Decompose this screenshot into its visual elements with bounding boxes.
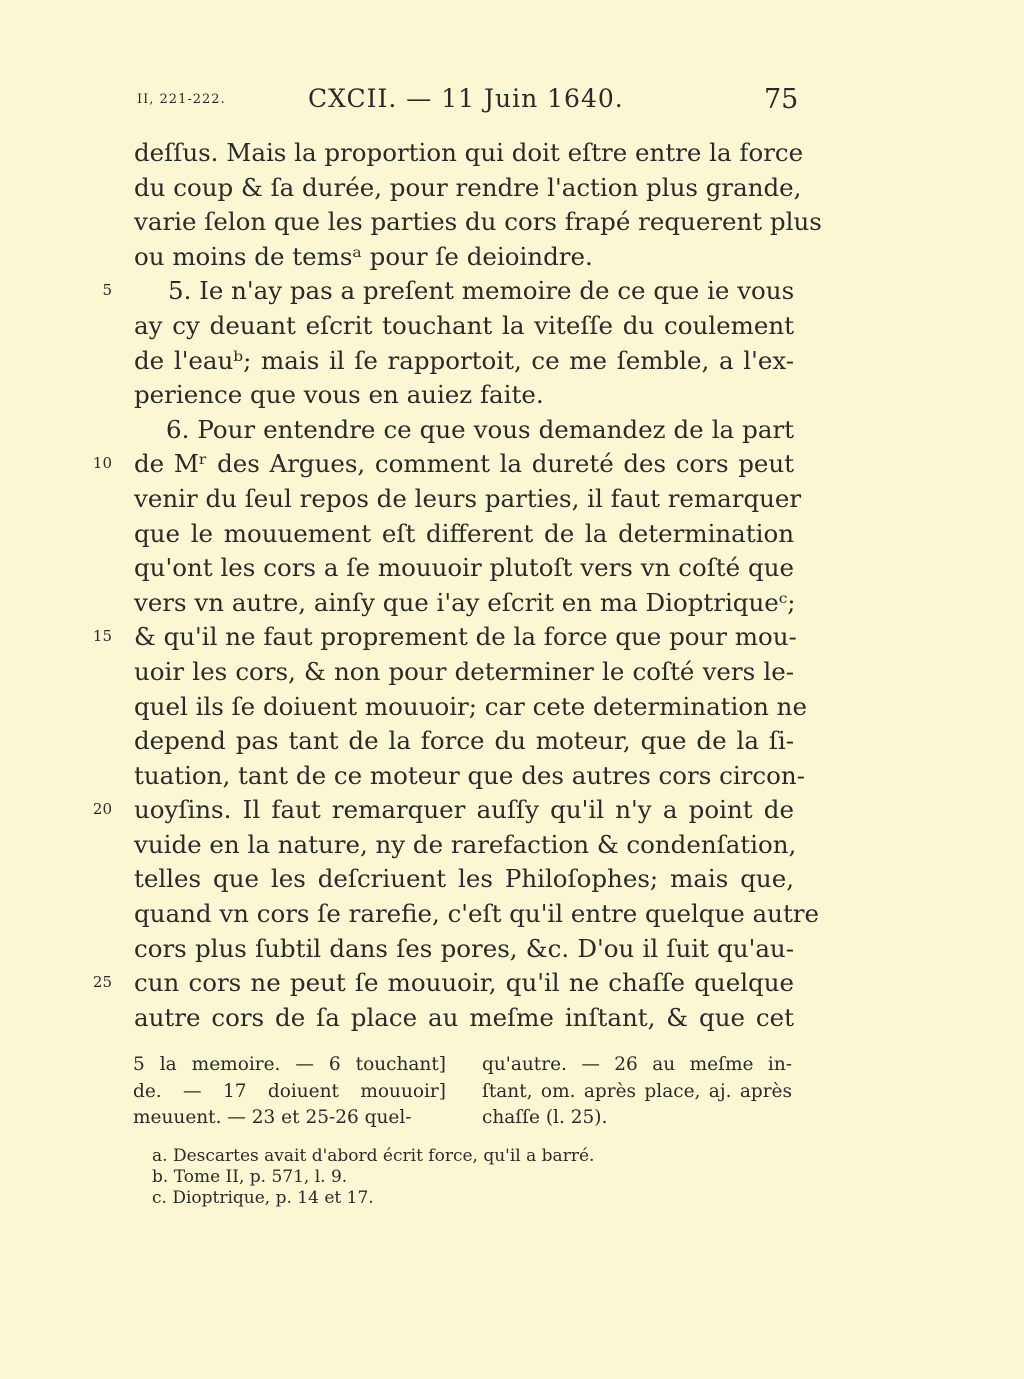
text-line xyxy=(0,793,1024,828)
text-line xyxy=(0,897,1024,932)
line-text: cors plus ſubtil dans ſes pores, &c. D'ou il ſuit qu'au- xyxy=(134,933,794,963)
text-line xyxy=(0,586,1024,621)
line-text: autre cors de ſa place au meſme inſtant, & que cet xyxy=(134,1002,794,1032)
line-number: 5 xyxy=(102,281,112,300)
line-text: depend pas tant de la force du moteur, que de la ſi- xyxy=(134,726,794,756)
text-line xyxy=(0,240,1024,275)
line-text: ay cy deuant eſcrit touchant la viteſſe du coulement xyxy=(134,310,794,340)
text-line xyxy=(0,274,1024,309)
variant-line: ſtant, om. après place, aj. après xyxy=(482,1080,792,1102)
text-line xyxy=(0,344,1024,379)
text-line xyxy=(0,413,1024,448)
text-line xyxy=(0,1001,1024,1036)
variant-line: 5 la memoire. — 6 touchant] xyxy=(133,1054,446,1075)
text-line xyxy=(0,309,1024,344)
variants-left-column xyxy=(133,1052,446,1132)
line-text: vers vn autre, ainſy que i'ay eſcrit en ma Dioptriqueᶜ; xyxy=(134,587,796,617)
line-number: 15 xyxy=(92,627,112,646)
running-head-title: CXCII. — 11 Juin 1640. xyxy=(308,84,624,113)
text-line xyxy=(0,482,1024,517)
line-text: ou moins de temsᵃ pour ſe deioindre. xyxy=(134,241,593,271)
text-line xyxy=(0,171,1024,206)
line-text: & qu'il ne faut proprement de la force que pour mou- xyxy=(134,622,797,652)
line-text: tuation, tant de ce moteur que des autres cors circon- xyxy=(134,760,805,790)
text-line xyxy=(0,378,1024,413)
footnote-c: c. Dioptrique, p. 14 et 17. xyxy=(152,1188,374,1208)
line-text: deſſus. Mais la proportion qui doit eſtre entre la force xyxy=(134,138,804,167)
variants-right-column xyxy=(482,1052,792,1132)
text-line xyxy=(0,205,1024,240)
text-line xyxy=(0,517,1024,552)
footnotes xyxy=(152,1146,594,1209)
text-line xyxy=(0,620,1024,655)
variant-line: qu'autre. — 26 au meſme in- xyxy=(482,1054,792,1075)
line-text: que le mouuement eſt different de la determination xyxy=(134,518,794,548)
running-head-reference: II, 221-222. xyxy=(137,92,226,107)
text-line xyxy=(0,690,1024,725)
variant-line: meuuent. — 23 et 25-26 quel- xyxy=(133,1107,412,1128)
text-line xyxy=(0,551,1024,586)
line-number: 25 xyxy=(92,973,112,992)
text-line xyxy=(0,966,1024,1001)
line-text: uoir les cors, & non pour determiner le coſté vers le- xyxy=(134,656,794,686)
text-line xyxy=(0,447,1024,482)
text-line xyxy=(0,828,1024,863)
line-text: quel ils ſe doiuent mouuoir; car cete determination ne xyxy=(134,691,807,721)
line-text: telles que les deſcriuent les Philoſophes; mais que, xyxy=(134,864,794,894)
text-line xyxy=(0,932,1024,967)
text-line xyxy=(0,136,1024,171)
footnote-a: a. Descartes avait d'abord écrit force, qu'il a barré. xyxy=(152,1146,595,1166)
text-line xyxy=(0,724,1024,759)
text-line xyxy=(0,862,1024,897)
variant-line: de. — 17 doiuent mouuoir] xyxy=(133,1080,446,1102)
line-text: cun cors ne peut ſe mouuoir, qu'il ne chaſſe quelque xyxy=(134,968,794,998)
line-text: de Mʳ des Argues, comment la dureté des cors peut xyxy=(134,449,794,479)
line-text: 6. Pour entendre ce que vous demandez de la part xyxy=(166,414,794,444)
line-text: vuide en la nature, ny de rarefaction & condenſation, xyxy=(134,829,797,859)
text-line xyxy=(0,655,1024,690)
text-line xyxy=(0,759,1024,794)
line-text: du coup & ſa durée, pour rendre l'action plus grande, xyxy=(134,172,802,202)
line-number: 20 xyxy=(92,800,112,819)
variant-line: chaſſe (l. 25). xyxy=(482,1107,608,1128)
main-text xyxy=(0,136,1024,1035)
line-text: perience que vous en auiez faite. xyxy=(134,380,544,410)
footnote-b: b. Tome II, p. 571, l. 9. xyxy=(152,1167,348,1187)
line-text: varie ſelon que les parties du cors frapé requerent plus xyxy=(134,207,822,237)
line-text: quand vn cors ſe rarefie, c'eſt qu'il entre quelque autre xyxy=(134,899,819,929)
line-text: venir du ſeul repos de leurs parties, il faut remarquer xyxy=(134,483,802,513)
line-text: 5. Ie n'ay pas a preſent memoire de ce que ie vous xyxy=(168,276,795,306)
page-number: 75 xyxy=(764,84,799,115)
line-number: 10 xyxy=(92,454,112,473)
line-text: uoyſins. Il faut remarquer auſſy qu'il n'y a point de xyxy=(134,795,794,825)
line-text: qu'ont les cors a ſe mouuoir plutoſt vers vn coſté que xyxy=(134,553,794,583)
line-text: de l'eauᵇ; mais il ſe rapportoit, ce me ſemble, a l'ex- xyxy=(134,345,794,375)
